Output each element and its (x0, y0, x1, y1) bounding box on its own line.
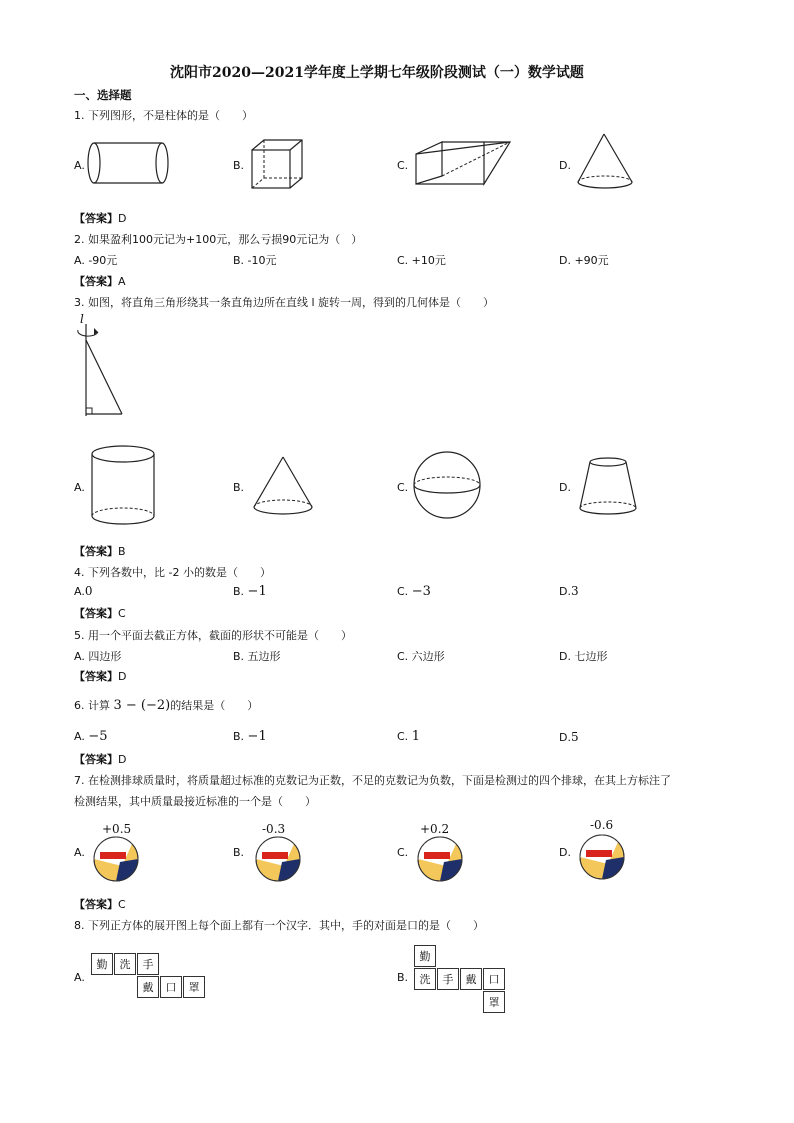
net-a-cell: 罩 (183, 976, 205, 998)
q8-option-a: A. (74, 971, 85, 984)
q1-option-b: B. (233, 159, 245, 172)
q1-option-d: D. (559, 159, 571, 172)
q8-option-b: B. (397, 971, 409, 984)
q3-option-d: D. (559, 481, 571, 494)
cube-figure (250, 138, 310, 192)
question-7-line-2: 检测结果，其中质量最接近标准的一个是（ ） (74, 795, 316, 808)
cylinder-horizontal-figure (86, 140, 176, 190)
volleyball-icon (416, 836, 464, 882)
question-5: 5. 用一个平面去截正方体，截面的形状不可能是（ ） (74, 629, 352, 642)
q1-option-c: C. (397, 159, 409, 172)
q5-answer: 【答案】D (74, 670, 127, 683)
q1-answer: 【答案】D (74, 212, 127, 225)
net-b-cell: 手 (437, 968, 459, 990)
q2-answer: 【答案】A (74, 275, 126, 288)
q4-option-d: D.3 (559, 584, 579, 598)
frustum-figure (578, 456, 640, 520)
q7-label-b: -0.3 (262, 822, 286, 836)
net-a-cell: 手 (137, 953, 159, 975)
volleyball-icon (578, 834, 626, 880)
q5-option-d: D. 七边形 (559, 650, 608, 663)
sphere-figure (412, 450, 484, 522)
q1-option-a: A. (74, 159, 85, 172)
q2-option-d: D. +90元 (559, 254, 609, 267)
q6-option-c: C. 1 (397, 729, 420, 744)
triangular-prism-figure (410, 140, 520, 190)
net-a-cell: 洗 (114, 953, 136, 975)
q7-answer: 【答案】C (74, 898, 126, 911)
question-1: 1. 下列图形，不是柱体的是（ ） (74, 109, 253, 122)
net-b-cell: 口 (483, 968, 505, 990)
net-a-cell: 口 (160, 976, 182, 998)
q2-option-b: B. -10元 (233, 254, 277, 267)
q7-label-d: -0.6 (590, 818, 614, 832)
q6-answer: 【答案】D (74, 753, 127, 766)
section-heading: 一、选择题 (74, 88, 132, 102)
volleyball-icon (254, 836, 302, 882)
q3-option-b: B. (233, 481, 245, 494)
question-4: 4. 下列各数中，比 -2 小的数是（ ） (74, 566, 271, 579)
q4-answer: 【答案】C (74, 607, 126, 620)
rotation-line-label: l (80, 312, 84, 326)
q4-option-b: B. −1 (233, 584, 267, 599)
question-3: 3. 如图，将直角三角形绕其一条直角边所在直线 l 旋转一周，得到的几何体是（ ） (74, 296, 495, 309)
net-a-cell: 戴 (137, 976, 159, 998)
q2-option-a: A. -90元 (74, 254, 118, 267)
q5-option-a: A. 四边形 (74, 650, 122, 663)
net-b-cell: 罩 (483, 991, 505, 1013)
q6-option-d: D.5 (559, 730, 579, 744)
q4-option-c: C. −3 (397, 584, 431, 599)
cone-figure (576, 132, 640, 194)
q2-option-c: C. +10元 (397, 254, 446, 267)
q3-option-a: A. (74, 481, 85, 494)
q6-option-a: A. −5 (74, 729, 108, 744)
net-b-cell: 勤 (414, 945, 436, 967)
q7-option-c: C. (397, 846, 409, 859)
question-2: 2. 如果盈利100元记为+100元，那么亏损90元记为（ ） (74, 233, 363, 246)
q3-answer: 【答案】B (74, 545, 126, 558)
q7-label-c: +0.2 (420, 822, 450, 836)
q6-option-b: B. −1 (233, 729, 267, 744)
net-a-cell: 勤 (91, 953, 113, 975)
question-7-line-1: 7. 在检测排球质量时，将质量超过标准的克数记为正数，不足的克数记为负数，下面是检测过的四个排球，在其上方标注了 (74, 774, 671, 787)
cone-figure-b (252, 455, 318, 519)
net-b-cell: 戴 (460, 968, 482, 990)
question-8: 8. 下列正方体的展开图上每个面上都有一个汉字．其中，手的对面是口的是（ ） (74, 919, 484, 932)
right-triangle-rotation-figure (70, 322, 130, 422)
q5-option-b: B. 五边形 (233, 650, 281, 663)
page-title: 沈阳市2020—2021学年度上学期七年级阶段测试（一）数学试题 (170, 65, 584, 81)
cylinder-upright-figure (90, 444, 160, 530)
q7-option-d: D. (559, 846, 571, 859)
question-6: 6. 计算 3 − (−2)的结果是（ ） (74, 698, 259, 713)
volleyball-icon (92, 836, 140, 882)
q3-option-c: C. (397, 481, 409, 494)
net-b-cell: 洗 (414, 968, 436, 990)
q4-option-a: A.0 (74, 584, 93, 598)
q7-option-b: B. (233, 846, 245, 859)
q7-option-a: A. (74, 846, 85, 859)
q5-option-c: C. 六边形 (397, 650, 445, 663)
q7-label-a: +0.5 (102, 822, 132, 836)
